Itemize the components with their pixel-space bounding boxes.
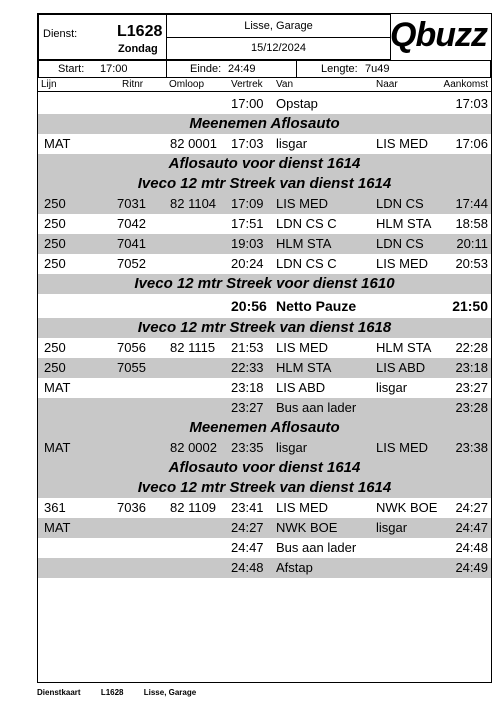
cell-van: LDN CS C <box>276 216 337 231</box>
cell-aankomst: 17:06 <box>455 136 488 151</box>
cell-van: HLM STA <box>276 236 332 251</box>
cell-aankomst: 23:18 <box>455 360 488 375</box>
cell-vertrek: 17:00 <box>231 96 264 111</box>
dienst-box <box>38 14 167 60</box>
cell-aankomst: 20:53 <box>455 256 488 271</box>
footer-label: Dienstkaart <box>37 688 81 697</box>
cell-aankomst: 20:11 <box>456 236 488 251</box>
cell-omloop: 82 1104 <box>170 196 217 211</box>
table-row <box>38 498 491 518</box>
table-row <box>38 378 491 398</box>
table-row <box>38 214 491 234</box>
cell-van: LIS MED <box>276 500 329 515</box>
cell-van: lisgar <box>276 440 308 455</box>
cell-vertrek: 17:03 <box>231 136 264 151</box>
einde-label: Einde: <box>190 63 222 75</box>
location-box <box>166 14 391 38</box>
header <box>38 14 491 60</box>
cell-naar: LIS MED <box>376 440 429 455</box>
date: 15/12/2024 <box>250 42 307 54</box>
cell-lijn: MAT <box>44 520 71 535</box>
cell-naar: lisgar <box>376 380 408 395</box>
cell-omloop: 82 0001 <box>170 136 217 151</box>
section-heading <box>38 154 491 174</box>
qbuzz-logo: Qbuzz <box>390 16 487 54</box>
lengte-label: Lengte: <box>321 63 358 75</box>
cell-lijn: MAT <box>44 380 71 395</box>
cell-van: Bus aan lader <box>276 540 357 555</box>
cell-lijn: 361 <box>44 500 66 515</box>
cell-naar: NWK BOE <box>376 500 438 515</box>
cell-ritnr: 7041 <box>117 236 146 251</box>
col-aankomst: Aankomst <box>443 79 488 90</box>
section-heading <box>38 418 491 438</box>
table-row <box>38 254 491 274</box>
cell-aankomst: 23:28 <box>455 400 488 415</box>
dienst-label: Dienst: <box>43 28 78 40</box>
cell-vertrek: 23:41 <box>231 500 264 515</box>
section-heading-text: Iveco 12 mtr Streek van dienst 1618 <box>137 319 392 336</box>
cell-van: NWK BOE <box>276 520 338 535</box>
cell-vertrek: 17:51 <box>231 216 264 231</box>
cell-lijn: 250 <box>44 340 66 355</box>
cell-van: LDN CS C <box>276 256 337 271</box>
section-heading <box>38 458 491 478</box>
col-vertrek: Vertrek <box>231 79 263 90</box>
cell-van: Opstap <box>276 96 318 111</box>
section-heading-text: Iveco 12 mtr Streek van dienst 1614 <box>137 479 392 496</box>
cell-naar: HLM STA <box>376 340 432 355</box>
cell-vertrek: 17:09 <box>231 196 264 211</box>
cell-van: Afstap <box>276 560 313 575</box>
cell-lijn: 250 <box>44 236 66 251</box>
cell-omloop: 82 0002 <box>170 440 217 455</box>
cell-lijn: 250 <box>44 196 66 211</box>
cell-vertrek: 23:27 <box>231 400 264 415</box>
table-row <box>38 194 491 214</box>
einde-value: 24:49 <box>228 63 256 75</box>
cell-naar: LDN CS <box>376 196 424 211</box>
cell-van: HLM STA <box>276 360 332 375</box>
cell-vertrek: 24:48 <box>231 560 264 575</box>
table-row <box>38 358 491 378</box>
cell-ritnr: 7036 <box>117 500 146 515</box>
cell-van: LIS MED <box>276 196 329 211</box>
section-heading-text: Iveco 12 mtr Streek van dienst 1614 <box>137 175 392 192</box>
table-row <box>38 438 491 458</box>
cell-vertrek: 22:33 <box>231 360 264 375</box>
section-heading <box>38 318 491 338</box>
cell-van: lisgar <box>276 136 308 151</box>
dienst-day: Zondag <box>118 43 158 55</box>
section-heading-text: Iveco 12 mtr Streek voor dienst 1610 <box>134 275 395 292</box>
table-row <box>38 234 491 254</box>
cell-aankomst: 23:38 <box>455 440 488 455</box>
col-van: Van <box>276 79 294 90</box>
footer-location: Lisse, Garage <box>143 688 197 697</box>
cell-aankomst: 24:49 <box>455 560 488 575</box>
column-headers <box>38 78 491 92</box>
location: Lisse, Garage <box>244 20 313 32</box>
table-row <box>38 134 491 154</box>
section-heading-text: Meenemen Aflosauto <box>189 115 340 132</box>
cell-ritnr: 7055 <box>117 360 146 375</box>
dienst-id: L1628 <box>117 23 163 40</box>
cell-van: LIS MED <box>276 340 329 355</box>
date-box <box>166 37 391 60</box>
table-row <box>38 94 491 114</box>
cell-vertrek: 20:24 <box>231 256 264 271</box>
cell-vertrek: 24:47 <box>231 540 264 555</box>
col-lijn: Lijn <box>41 79 57 90</box>
cell-omloop: 82 1115 <box>170 340 216 355</box>
pause-start: 20:56 <box>231 298 267 314</box>
start-value: 17:00 <box>100 63 128 75</box>
cell-vertrek: 23:35 <box>231 440 264 455</box>
cell-ritnr: 7052 <box>117 256 146 271</box>
cell-aankomst: 24:27 <box>455 500 488 515</box>
cell-naar: LIS MED <box>376 136 429 151</box>
cell-naar: LIS MED <box>376 256 429 271</box>
section-heading-text: Aflosauto voor dienst 1614 <box>168 155 361 172</box>
cell-vertrek: 24:27 <box>231 520 264 535</box>
cell-aankomst: 23:27 <box>455 380 488 395</box>
table-row <box>38 558 491 578</box>
cell-vertrek: 23:18 <box>231 380 264 395</box>
cell-aankomst: 22:28 <box>455 340 488 355</box>
cell-aankomst: 17:03 <box>455 96 488 111</box>
cell-lijn: MAT <box>44 440 71 455</box>
cell-naar: LDN CS <box>376 236 424 251</box>
section-heading <box>38 274 491 294</box>
cell-van: Bus aan lader <box>276 400 357 415</box>
cell-ritnr: 7056 <box>117 340 146 355</box>
cell-aankomst: 24:48 <box>455 540 488 555</box>
section-heading-text: Aflosauto voor dienst 1614 <box>168 459 361 476</box>
cell-lijn: 250 <box>44 360 66 375</box>
footer-dienst-id: L1628 <box>100 688 124 697</box>
pause-label: Netto Pauze <box>276 298 357 314</box>
section-heading <box>38 478 491 498</box>
cell-van: LIS ABD <box>276 380 326 395</box>
cell-ritnr: 7042 <box>117 216 146 231</box>
col-ritnr: Ritnr <box>122 79 144 90</box>
section-heading <box>38 114 491 134</box>
col-naar: Naar <box>376 79 398 90</box>
table-row <box>38 518 491 538</box>
table-row <box>38 538 491 558</box>
lengte-value: 7u49 <box>365 63 390 75</box>
cell-omloop: 82 1109 <box>170 500 217 515</box>
cell-naar: LIS ABD <box>376 360 426 375</box>
start-label: Start: <box>58 63 85 75</box>
col-omloop: Omloop <box>169 79 205 90</box>
schedule-rows <box>38 94 491 578</box>
dienstkaart-page <box>37 13 492 683</box>
cell-lijn: 250 <box>44 256 66 271</box>
pause-row <box>38 294 491 318</box>
cell-aankomst: 18:58 <box>455 216 488 231</box>
cell-lijn: MAT <box>44 136 71 151</box>
section-heading-text: Meenemen Aflosauto <box>189 419 340 436</box>
cell-aankomst: 17:44 <box>455 196 488 211</box>
subheader <box>38 60 491 78</box>
cell-vertrek: 21:53 <box>231 340 264 355</box>
table-row <box>38 398 491 418</box>
pause-end: 21:50 <box>452 298 488 314</box>
cell-vertrek: 19:03 <box>231 236 264 251</box>
section-heading <box>38 174 491 194</box>
cell-naar: lisgar <box>376 520 408 535</box>
footer <box>37 688 214 697</box>
cell-ritnr: 7031 <box>117 196 146 211</box>
table-row <box>38 338 491 358</box>
cell-naar: HLM STA <box>376 216 432 231</box>
cell-aankomst: 24:47 <box>455 520 488 535</box>
cell-lijn: 250 <box>44 216 66 231</box>
